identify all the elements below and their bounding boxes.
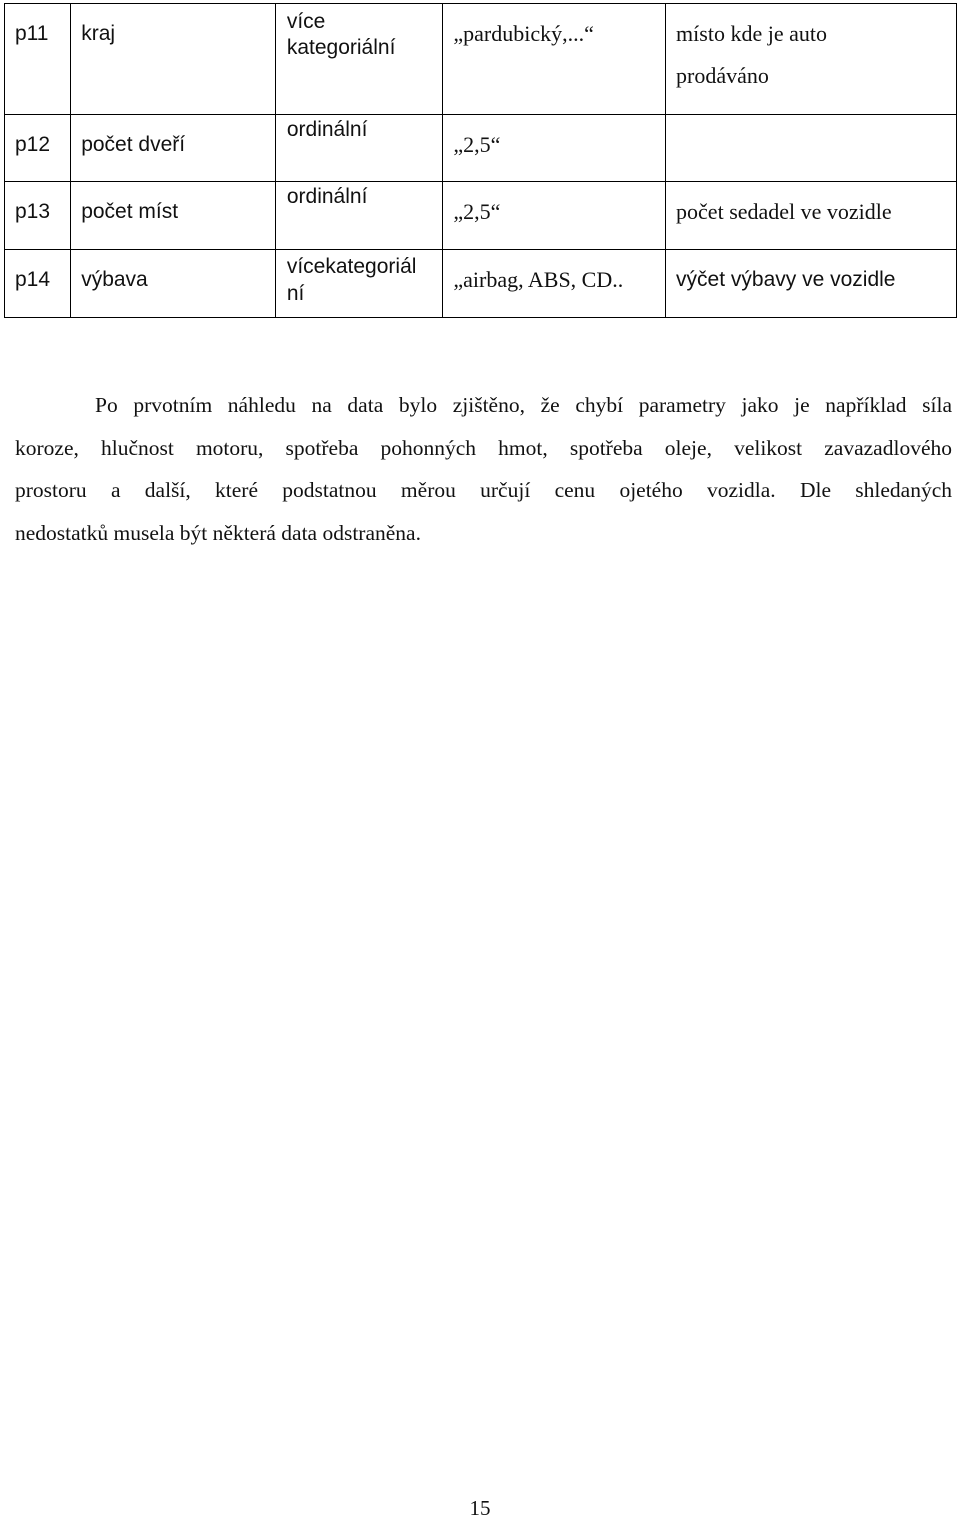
param-type-line1: vícekategoriál: [286, 255, 417, 278]
table-cell-id: [5, 182, 71, 250]
table-cell-name: [71, 115, 276, 182]
param-values: „2,5“: [453, 199, 501, 224]
page-number: 15: [469, 1496, 491, 1520]
table-cell-values: [443, 182, 666, 250]
param-values: „pardubický,...“: [453, 21, 594, 46]
param-type: ordinální: [286, 185, 368, 208]
paragraph-line: Po prvotním náhledu na data bylo zjištěno, že chybí parametry jako je například síla: [95, 393, 952, 417]
table-row: [5, 115, 957, 182]
param-values: „airbag, ABS, CD..: [453, 267, 624, 292]
table-cell-values: [443, 250, 666, 318]
table-cell-values: [443, 4, 666, 115]
table-cell-id: [5, 115, 71, 182]
paragraph-line: prostoru a další, které podstatnou měrou určují cenu ojetého vozidla. Dle shledaných: [15, 478, 952, 502]
table-cell-note: [666, 182, 957, 250]
table-cell-values: [443, 115, 666, 182]
param-name: výbava: [81, 268, 148, 291]
param-note-line1: místo kde je auto: [676, 21, 827, 46]
table-cell-note: [666, 250, 957, 318]
table-cell-type: [275, 115, 443, 182]
table-cell-name: [71, 4, 276, 115]
param-name: počet míst: [81, 200, 179, 223]
table-row: [5, 182, 957, 250]
param-name: počet dveří: [81, 133, 186, 156]
body-paragraph: [15, 384, 952, 554]
paragraph-line: nedostatků musela být některá data odstraněna.: [15, 520, 421, 545]
param-note: počet sedadel ve vozidle: [676, 199, 892, 224]
table-cell-name: [71, 250, 276, 318]
param-note-line2: prodáváno: [676, 63, 769, 88]
table-row: [5, 4, 957, 115]
table-cell-type: [275, 182, 443, 250]
table-row: [5, 250, 957, 318]
param-name: kraj: [81, 22, 116, 45]
param-type-line2: kategoriální: [286, 36, 396, 59]
param-note: výčet výbavy ve vozidle: [676, 268, 896, 291]
paragraph-line: koroze, hlučnost motoru, spotřeba pohonných hmot, spotřeba oleje, velikost zavazadlového: [15, 435, 952, 460]
table-cell-note: [666, 4, 957, 115]
table-cell-type: [275, 4, 443, 115]
param-id: p13: [15, 200, 51, 223]
param-values: „2,5“: [453, 132, 501, 157]
param-type-line1: více: [286, 10, 326, 33]
table-cell-id: [5, 4, 71, 115]
table-cell-note: [666, 115, 957, 182]
param-id: p12: [15, 133, 51, 156]
param-type-line2: ní: [286, 282, 305, 305]
parameters-table: [4, 3, 957, 318]
table-cell-type: [275, 250, 443, 318]
table-cell-name: [71, 182, 276, 250]
param-id: p11: [15, 22, 49, 45]
table-cell-id: [5, 250, 71, 318]
param-id: p14: [15, 268, 51, 291]
param-type: ordinální: [286, 118, 368, 141]
